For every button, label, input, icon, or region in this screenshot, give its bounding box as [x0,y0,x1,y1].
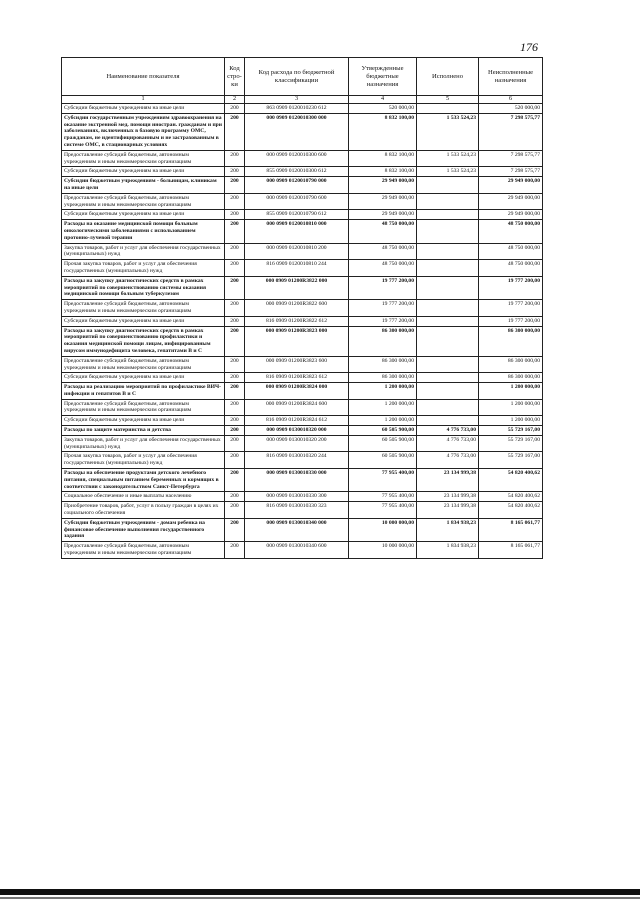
col-number: 2 [225,96,245,104]
budget-table [61,57,543,559]
row-executed [417,260,479,277]
row-bk-code: 000 0909 0120010300 000 [245,113,349,150]
table-row [62,326,543,356]
row-bk-code: 855 0909 0120010300 612 [245,167,349,177]
row-code: 200 [225,502,245,519]
row-bk-code: 855 0909 0120010790 612 [245,210,349,220]
row-name: Субсидии бюджетным учреждениям на иные цели [62,373,225,383]
table-row [62,452,543,469]
row-code: 200 [225,150,245,167]
col-number: 6 [479,96,543,104]
header-approved: Утвержденные бюджетные назначения [349,58,417,96]
row-code: 200 [225,426,245,436]
row-executed: 1 834 938,23 [417,542,479,559]
row-bk-code: 000 0909 01200R3824 600 [245,399,349,416]
row-unexecuted: 86 300 000,00 [479,356,543,373]
row-executed [417,193,479,210]
row-executed: 4 776 733,00 [417,452,479,469]
table-row [62,243,543,260]
row-bk-code: 000 0909 0130010320 200 [245,435,349,452]
row-unexecuted: 520 000,00 [479,104,543,114]
header-bk: Код расхода по бюджетной классификации [245,58,349,96]
row-approved: 8 832 100,00 [349,113,417,150]
row-code: 200 [225,542,245,559]
scan-edge [0,889,640,895]
row-unexecuted: 29 949 000,00 [479,177,543,194]
row-code: 200 [225,435,245,452]
row-approved: 48 750 000,00 [349,220,417,243]
row-executed: 23 134 999,38 [417,502,479,519]
row-code: 200 [225,193,245,210]
table-row [62,276,543,299]
row-approved: 60 505 900,00 [349,452,417,469]
row-code: 200 [225,399,245,416]
row-unexecuted: 54 820 400,62 [479,492,543,502]
row-unexecuted: 86 300 000,00 [479,326,543,356]
table-row [62,260,543,277]
row-code: 200 [225,316,245,326]
row-bk-code: 000 0909 0130010340 000 [245,518,349,541]
row-name: Расходы на оказание медицинской помощи больным онкологическими заболеваниями с использованием протонно-лучевой терапии [62,220,225,243]
table-row [62,542,543,559]
row-unexecuted: 1 200 000,00 [479,399,543,416]
row-bk-code: 000 0909 0130010320 000 [245,426,349,436]
table-row [62,210,543,220]
row-unexecuted: 1 200 000,00 [479,383,543,400]
row-unexecuted: 8 165 061,77 [479,518,543,541]
row-name: Закупка товаров, работ и услуг для обеспечения государственных (муниципальных) нужд [62,243,225,260]
row-name: Расходы на закупку диагностических средств в рамках мероприятий по совершенствованию профилактики и оказания медицинской помощи лицам, инфицированным вирусом иммунодефицита человека, гепатитами B и C [62,326,225,356]
row-code: 200 [225,300,245,317]
row-code: 200 [225,220,245,243]
row-name: Субсидии бюджетным учреждениям на иные цели [62,210,225,220]
row-bk-code: 000 0909 0120010810 000 [245,220,349,243]
row-unexecuted: 1 200 000,00 [479,416,543,426]
row-unexecuted: 19 777 200,00 [479,276,543,299]
col-number: 4 [349,96,417,104]
row-approved: 48 750 000,00 [349,243,417,260]
row-name: Расходы на реализацию мероприятий по профилактике ВИЧ-инфекции и гепатитов B и C [62,383,225,400]
row-approved: 29 949 000,00 [349,177,417,194]
row-name: Субсидии бюджетным учреждениям - домам ребенка на финансовое обеспечение выполнения государственного задания [62,518,225,541]
row-unexecuted: 55 729 167,00 [479,426,543,436]
row-code: 200 [225,113,245,150]
row-name: Предоставление субсидий бюджетным, автономным учреждениям и иным некоммерческим организациям [62,542,225,559]
row-code: 200 [225,260,245,277]
table-row [62,502,543,519]
table-row [62,383,543,400]
row-code: 200 [225,167,245,177]
col-number: 1 [62,96,225,104]
row-executed [417,356,479,373]
row-executed: 1 533 524,23 [417,150,479,167]
row-unexecuted: 7 298 575,77 [479,150,543,167]
row-executed [417,300,479,317]
row-approved: 29 949 000,00 [349,193,417,210]
row-unexecuted: 55 729 167,00 [479,452,543,469]
row-unexecuted: 48 750 000,00 [479,243,543,260]
row-bk-code: 000 0909 0120010790 000 [245,177,349,194]
row-bk-code: 816 0909 0130010330 323 [245,502,349,519]
row-executed [417,383,479,400]
row-bk-code: 000 0909 0130010330 000 [245,469,349,492]
col-number: 5 [417,96,479,104]
row-approved: 1 200 000,00 [349,399,417,416]
table-row [62,426,543,436]
row-unexecuted: 54 820 400,62 [479,502,543,519]
row-approved: 19 777 200,00 [349,316,417,326]
row-bk-code: 000 0909 01200R3822 600 [245,300,349,317]
row-approved: 77 955 400,00 [349,469,417,492]
row-approved: 77 955 400,00 [349,492,417,502]
row-unexecuted: 19 777 200,00 [479,316,543,326]
row-code: 200 [225,243,245,260]
row-approved: 48 750 000,00 [349,260,417,277]
row-code: 200 [225,177,245,194]
table-row [62,104,543,114]
row-unexecuted: 54 820 400,62 [479,469,543,492]
row-executed: 1 533 524,23 [417,113,479,150]
row-executed: 23 134 999,38 [417,469,479,492]
row-approved: 10 000 000,00 [349,518,417,541]
row-executed: 23 134 999,38 [417,492,479,502]
row-executed [417,276,479,299]
row-name: Предоставление субсидий бюджетным, автономным учреждениям и иным некоммерческим организациям [62,300,225,317]
row-approved: 8 832 100,00 [349,167,417,177]
row-approved: 19 777 200,00 [349,300,417,317]
header-unexecuted: Неисполненные назначения [479,58,543,96]
row-name: Приобретение товаров, работ, услуг в пользу граждан в целях их социального обеспечения [62,502,225,519]
row-approved: 60 505 900,00 [349,435,417,452]
row-code: 200 [225,373,245,383]
row-unexecuted: 8 165 061,77 [479,542,543,559]
col-number: 3 [245,96,349,104]
row-name: Закупка товаров, работ и услуг для обеспечения государственных (муниципальных) нужд [62,435,225,452]
header-row [62,58,543,96]
table-row [62,469,543,492]
row-unexecuted: 29 949 000,00 [479,193,543,210]
row-bk-code: 000 0909 0130010340 600 [245,542,349,559]
row-executed [417,326,479,356]
row-executed [417,416,479,426]
row-executed: 4 776 733,00 [417,435,479,452]
row-code: 200 [225,326,245,356]
row-approved: 10 000 000,00 [349,542,417,559]
row-name: Предоставление субсидий бюджетным, автономным учреждениям и иным некоммерческим организациям [62,150,225,167]
row-approved: 86 300 000,00 [349,356,417,373]
row-code: 200 [225,276,245,299]
row-executed: 1 533 524,23 [417,167,479,177]
row-name: Субсидии бюджетным учреждениям - больницам, клиникам на иные цели [62,177,225,194]
row-code: 200 [225,518,245,541]
row-bk-code: 000 0909 01200R3823 600 [245,356,349,373]
row-name: Прочая закупка товаров, работ и услуг для обеспечения государственных (муниципальных) нужд [62,452,225,469]
table-row [62,416,543,426]
scan-edge-shadow [0,897,640,899]
row-name: Прочая закупка товаров, работ и услуг для обеспечения государственных (муниципальных) нужд [62,260,225,277]
row-bk-code: 863 0909 0120010230 612 [245,104,349,114]
row-bk-code: 816 0909 0120010810 244 [245,260,349,277]
row-executed: 4 776 733,00 [417,426,479,436]
row-unexecuted: 7 298 575,77 [479,167,543,177]
row-code: 200 [225,416,245,426]
row-name: Субсидии бюджетным учреждениям на иные цели [62,316,225,326]
row-unexecuted: 55 729 167,00 [479,435,543,452]
row-approved: 8 832 100,00 [349,150,417,167]
row-unexecuted: 48 750 000,00 [479,220,543,243]
table-row [62,356,543,373]
row-bk-code: 000 0909 01200R3824 000 [245,383,349,400]
table-row [62,300,543,317]
row-name: Предоставление субсидий бюджетным, автономным учреждениям и иным некоммерческим организациям [62,399,225,416]
row-name: Предоставление субсидий бюджетным, автономным учреждениям и иным некоммерческим организациям [62,193,225,210]
row-code: 200 [225,104,245,114]
row-approved: 29 949 000,00 [349,210,417,220]
row-executed [417,399,479,416]
column-number-row [62,96,543,104]
row-bk-code: 000 0909 01200R3823 000 [245,326,349,356]
row-code: 200 [225,383,245,400]
header-executed: Исполнено [417,58,479,96]
row-approved: 1 200 000,00 [349,383,417,400]
table-row [62,373,543,383]
row-name: Субсидии бюджетным учреждениям на иные цели [62,416,225,426]
table-row [62,435,543,452]
row-name: Предоставление субсидий бюджетным, автономным учреждениям и иным некоммерческим организациям [62,356,225,373]
row-unexecuted: 29 949 000,00 [479,210,543,220]
row-executed [417,210,479,220]
row-code: 200 [225,356,245,373]
row-bk-code: 816 0909 01200R3824 612 [245,416,349,426]
row-unexecuted: 7 298 575,77 [479,113,543,150]
row-unexecuted: 86 300 000,00 [479,373,543,383]
row-bk-code: 000 0909 0130010330 300 [245,492,349,502]
table-row [62,150,543,167]
row-code: 200 [225,210,245,220]
row-code: 200 [225,452,245,469]
row-name: Расходы по защите материнства и детства [62,426,225,436]
table-row [62,492,543,502]
row-executed [417,104,479,114]
row-bk-code: 000 0909 0120010810 200 [245,243,349,260]
row-code: 200 [225,469,245,492]
row-name: Субсидии бюджетным учреждениям на иные цели [62,167,225,177]
row-bk-code: 000 0909 01200R3822 000 [245,276,349,299]
row-name: Расходы на обеспечение продуктами детского лечебного питания, специальным питанием беременных и кормящих в соответствии с законодательством Санкт-Петербурга [62,469,225,492]
row-approved: 520 000,00 [349,104,417,114]
row-approved: 77 955 400,00 [349,502,417,519]
row-executed [417,316,479,326]
row-bk-code: 816 0909 01200R3823 612 [245,373,349,383]
row-executed [417,373,479,383]
row-name: Социальное обеспечение и иные выплаты населению [62,492,225,502]
table-row [62,399,543,416]
table-row [62,220,543,243]
row-name: Субсидии государственным учреждениям здравоохранения на оказание экстренной мед. помощи иностран. гражданам и при заболеваниях, включенных в базовую программу ОМС, гражданам, не идентифицированным и не застрахованным в системе ОМС, в стационарных условиях [62,113,225,150]
table-row [62,518,543,541]
row-executed [417,220,479,243]
row-name: Субсидии бюджетным учреждениям на иные цели [62,104,225,114]
row-unexecuted: 48 750 000,00 [479,260,543,277]
table-row [62,316,543,326]
row-executed [417,243,479,260]
row-executed: 1 834 938,23 [417,518,479,541]
row-approved: 86 300 000,00 [349,373,417,383]
row-unexecuted: 19 777 200,00 [479,300,543,317]
row-executed [417,177,479,194]
row-approved: 1 200 000,00 [349,416,417,426]
table-row [62,167,543,177]
table-row [62,177,543,194]
row-code: 200 [225,492,245,502]
row-approved: 19 777 200,00 [349,276,417,299]
table-row [62,193,543,210]
header-name: Наименование показателя [62,58,225,96]
table-row [62,113,543,150]
row-approved: 86 300 000,00 [349,326,417,356]
row-bk-code: 000 0909 0120010790 600 [245,193,349,210]
row-bk-code: 816 0909 01200R3822 612 [245,316,349,326]
row-approved: 60 505 900,00 [349,426,417,436]
row-bk-code: 816 0909 0130010320 244 [245,452,349,469]
row-bk-code: 000 0909 0120010300 600 [245,150,349,167]
row-name: Расходы на закупку диагностических средств в рамках мероприятий по совершенствованию системы оказания медицинской помощи больным туберкулезом [62,276,225,299]
page-number: 176 [520,40,538,54]
header-code: Код стро-ки [225,58,245,96]
